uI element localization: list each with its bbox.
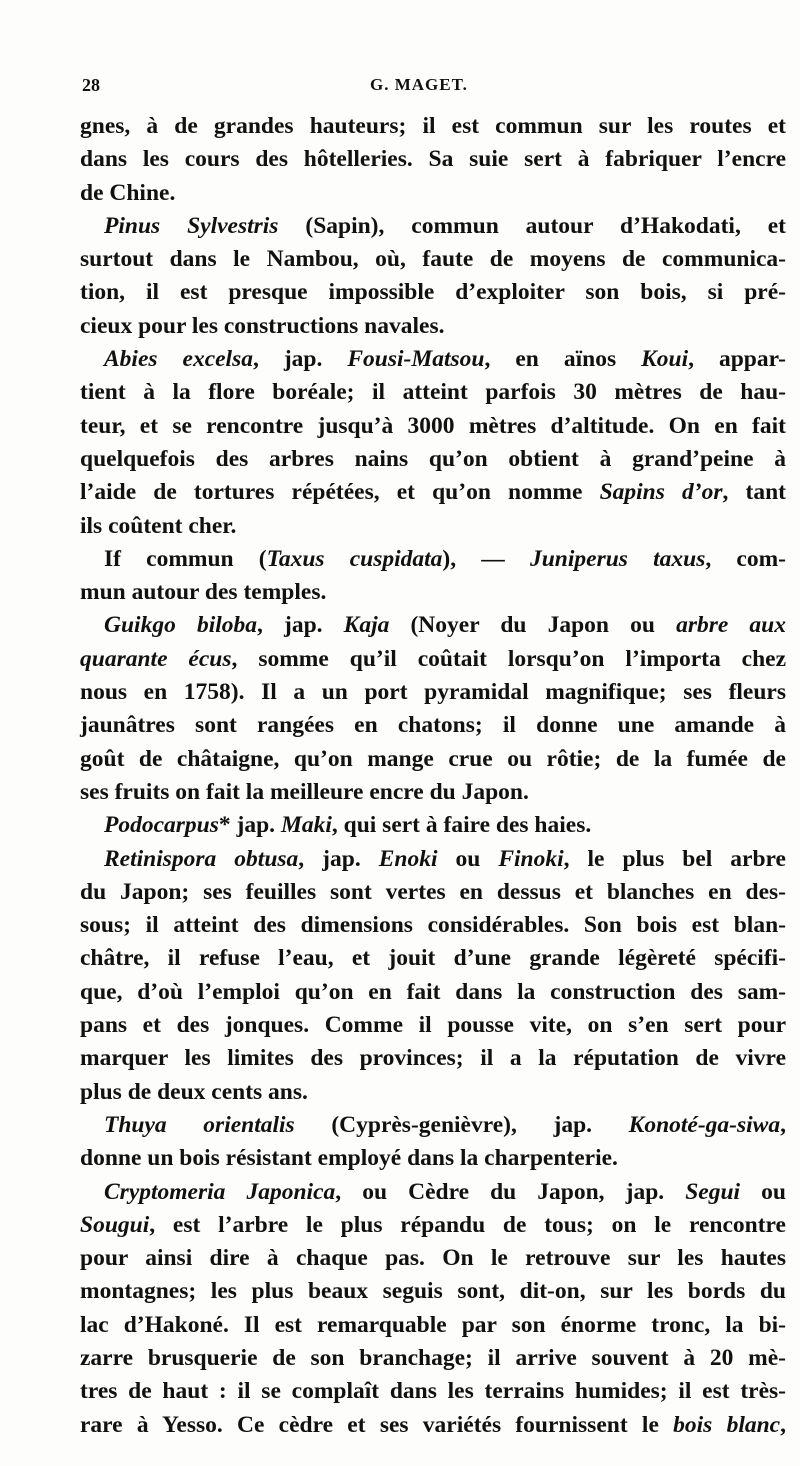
text-segment: If commun ( [104,545,267,572]
text-segment: montagnes; les plus beaux seguis sont, dit-on, sur les bords du [80,1278,786,1305]
text-line [80,1142,786,1175]
italic-term: Konoté-ga-siwa [628,1111,781,1138]
italic-term: arbre aux [676,612,786,639]
text-line [80,1375,786,1408]
text-segment: ou [740,1178,786,1205]
text-segment: de Chine. [80,179,176,206]
text-line [80,343,786,376]
page-number: 28 [82,75,100,95]
text-line [80,1009,786,1042]
text-segment: nous en 1758). Il a un port pyramidal magnifique; ses fleurs [80,679,786,706]
text-line [80,676,786,709]
text-segment: teur, et se rencontre jusqu’à 3000 mètres d’altitude. On en fait [80,412,786,439]
text-segment: , jap. [298,845,379,872]
text-segment: tient à la flore boréale; il atteint parfois 30 mètres de hau- [80,379,786,406]
text-line [80,443,786,476]
page-header [82,75,782,101]
text-line [80,976,786,1009]
text-line [80,776,786,809]
italic-term: Cryptomeria Japonica [104,1178,336,1205]
text-line [80,410,786,443]
text-segment: , [780,1411,786,1438]
text-line [80,1176,786,1209]
text-line [80,576,786,609]
text-segment: tion, il est presque impossible d’exploiter son bois, si pré- [80,279,786,306]
text-segment: , com- [705,545,787,572]
text-segment: , [780,1111,786,1138]
text-line [80,1042,786,1075]
text-line [80,276,786,309]
text-line [80,310,786,343]
text-segment: ses fruits on fait la meilleure encre du Japon. [80,778,529,805]
text-segment: châtre, il refuse l’eau, et jouit d’une grande légèreté spécifi- [80,945,786,972]
text-segment: que, d’où l’emploi qu’on en fait dans la construction des sam- [80,978,786,1005]
text-line [80,1242,786,1275]
text-line [80,143,786,176]
text-line [80,1109,786,1142]
text-segment: ils coûtent cher. [80,512,237,539]
italic-term: quarante écus [80,645,232,672]
text-segment: , appar- [688,346,786,373]
text-line [80,909,786,942]
text-line [80,1209,786,1242]
text-segment: goût de châtaigne, qu’on mange crue ou rôtie; de la fumée de [80,745,786,772]
text-segment: surtout dans le Nambou, où, faute de moyens de communica- [80,246,786,273]
text-segment: zarre brusquerie de son branchage; il arrive souvent à 20 mè- [80,1344,786,1371]
text-line [80,376,786,409]
text-line [80,709,786,742]
text-segment: pans et des jonques. Comme il pousse vite, on s’en sert pour [80,1012,786,1039]
italic-term: Podocarpus [104,812,219,839]
text-line [80,210,786,243]
text-line [80,1309,786,1342]
text-segment: dans les cours des hôtelleries. Sa suie sert à fabriquer l’encre [80,146,786,173]
text-line [80,510,786,543]
text-segment: cieux pour les constructions navales. [80,312,445,339]
italic-term: Guikgo biloba [104,612,257,639]
text-segment: ou [437,845,499,872]
text-line [80,942,786,975]
text-line [80,476,786,509]
text-segment: sous; il atteint des dimensions considérables. Son bois est blan- [80,912,786,939]
italic-term: Finoki [498,845,564,872]
text-segment: lac d’Hakoné. Il est remarquable par son énorme tronc, la bi- [80,1311,786,1338]
text-line [80,809,786,842]
text-segment: l’aide de tortures répétées, et qu’on nomme [80,479,600,506]
italic-term: Abies excelsa [104,346,253,373]
text-line [80,1409,786,1442]
italic-term: Sougui [80,1211,150,1238]
text-segment: jaunâtres sont rangées en chatons; il donne une amande à [80,712,786,739]
italic-term: Fousi-Matsou [347,346,485,373]
italic-term: Thuya orientalis [104,1111,295,1138]
running-head: G. MAGET. [370,75,468,94]
text-segment: (Sapin), commun autour d’Hakodati, et [278,212,786,239]
italic-term: Retinispora obtusa [104,845,299,872]
text-segment: , tant [722,479,786,506]
text-segment: donne un bois résistant employé dans la charpenterie. [80,1145,618,1172]
body-text [80,110,786,1442]
text-segment: , somme qu’il coûtait lorsqu’on l’importa chez [231,645,786,672]
text-segment: , en aïnos [484,346,642,373]
italic-term: Pinus Sylvestris [104,212,279,239]
text-line [80,1342,786,1375]
text-segment: , est l’arbre le plus répandu de tous; on le rencontre [149,1211,786,1238]
italic-term: bois blanc [673,1411,781,1438]
text-segment: mun autour des temples. [80,579,327,606]
text-segment: , jap. [257,612,344,639]
text-segment: , le plus bel arbre [563,845,786,872]
italic-term: Koui [641,346,689,373]
text-line [80,876,786,909]
text-line [80,609,786,642]
text-line [80,110,786,143]
text-line [80,1275,786,1308]
italic-term: Maki [280,812,332,839]
text-segment: quelquefois des arbres nains qu’on obtient à grand’peine à [80,445,786,472]
text-segment: pour ainsi dire à chaque pas. On le retrouve sur les hautes [80,1245,786,1272]
text-segment: , qui sert à faire des haies. [331,812,592,839]
text-line [80,843,786,876]
italic-term: Kaja [343,612,390,639]
text-line [80,177,786,210]
text-segment: plus de deux cents ans. [80,1078,308,1105]
text-segment: marquer les limites des provinces; il a la réputation de vivre [80,1045,786,1072]
text-segment: rare à Yesso. Ce cèdre et ses variétés fournissent le [80,1411,674,1438]
text-segment: (Noyer du Japon ou [389,612,677,639]
text-segment: tres de haut : il se complaît dans les terrains humides; il est très- [80,1378,786,1405]
text-line [80,243,786,276]
italic-term: Sapins d’or [599,479,723,506]
italic-term: Taxus cuspidata [266,545,443,572]
text-segment: , jap. [252,346,348,373]
text-segment: , ou Cèdre du Japon, jap. [335,1178,686,1205]
text-line [80,743,786,776]
italic-term: Enoki [378,845,438,872]
text-line [80,643,786,676]
text-segment: du Japon; ses feuilles sont vertes en dessus et blanches en des- [80,878,786,905]
text-segment: * jap. [218,812,281,839]
italic-term: Juniperus taxus [529,545,706,572]
text-line [80,1076,786,1109]
text-segment: ), — [442,545,530,572]
text-segment: (Cyprès-genièvre), jap. [294,1111,629,1138]
text-line [80,543,786,576]
text-segment: gnes, à de grandes hauteurs; il est commun sur les routes et [80,113,786,139]
italic-term: Segui [685,1178,741,1205]
